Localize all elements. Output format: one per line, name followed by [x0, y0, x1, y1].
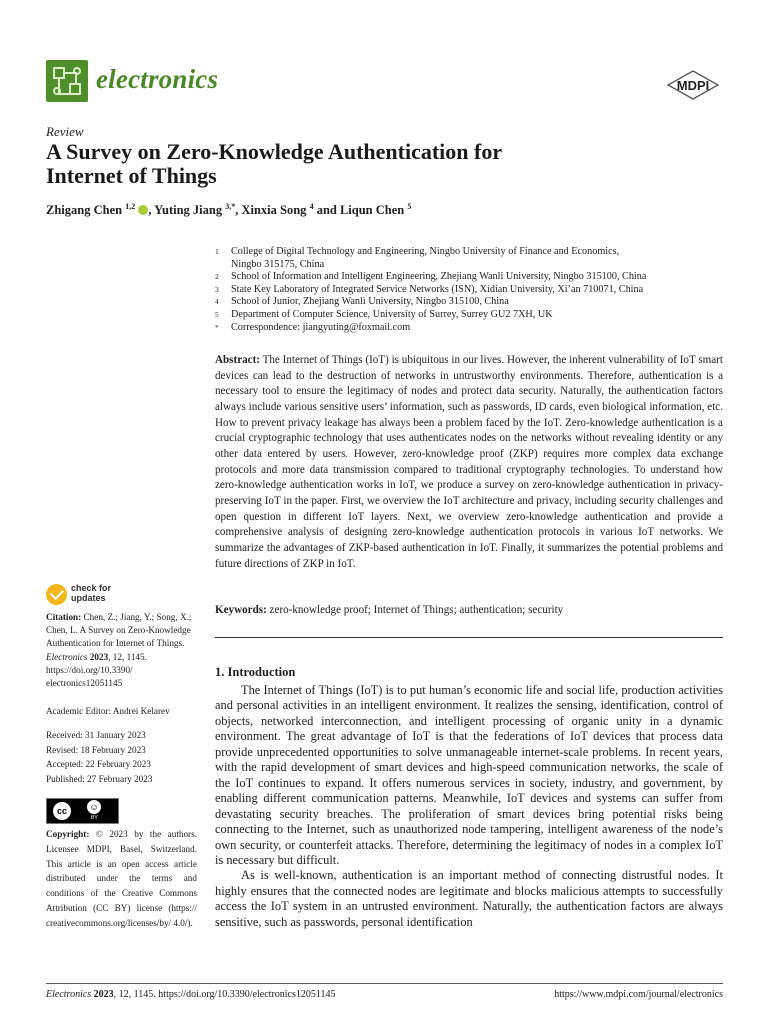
keywords-label: Keywords: — [215, 604, 267, 616]
introduction-body — [215, 683, 723, 930]
cc-by-license-icon[interactable] — [46, 798, 119, 824]
check-updates-label: updates — [71, 593, 106, 603]
author-name[interactable]: Liqun Chen — [339, 203, 405, 218]
check-icon — [46, 584, 67, 605]
date-revised: Revised: 18 February 2023 — [46, 744, 146, 755]
author-name[interactable]: Zhigang Chen — [46, 203, 123, 218]
affiliation: 2 School of Information and Intelligent Engineering, Zhejiang Wanli University, Ningbo 315100, China — [215, 271, 647, 283]
academic-editor: Academic Editor: Andrei Kelarev — [46, 706, 170, 716]
footer-doi[interactable]: , 12, 1145. https://doi.org/10.3390/electronics12051145 — [113, 989, 336, 1000]
author-affiliation-ref: 3,* — [225, 202, 236, 211]
section-heading: 1. Introduction — [215, 665, 296, 679]
citation-year: 2023 — [89, 651, 109, 662]
footer-journal-url[interactable]: https://www.mdpi.com/journal/electronics — [554, 989, 723, 1000]
citation-journal: Electronics — [46, 651, 88, 662]
copyright-text: © 2023 by the authors. Licensee MDPI, Basel, Switzerland. This article is an open access article distributed under the terms and conditions of the Creative Commons Attribution (CC BY) license (https:// creativecommons.org/licenses/by/ 4.0/). — [46, 829, 197, 928]
divider — [215, 637, 723, 638]
abstract — [215, 353, 723, 572]
copyright — [46, 827, 197, 931]
affiliations — [215, 246, 725, 334]
citation-text: Chen, Z.; Jiang, Y.; Song, X.; Chen, L. A Survey on Zero-Knowledge Authentication for Internet of Things. — [46, 612, 192, 649]
paragraph: As is well-known, authentication is an important method of connecting distrustful nodes. It highly ensures that the connected nodes are legitimate and blocks malicious attempts to successfully access the IoT system in an untrusted environment. Naturally, the authentication factors are always sensitive, such as passwords, personal identification — [215, 868, 723, 929]
journal-name: electronics — [96, 64, 219, 94]
cc-by-label: BY — [91, 815, 98, 821]
author-affiliation-ref: 1,2 — [125, 202, 136, 211]
author-name[interactable]: Yuting Jiang — [154, 203, 223, 218]
keywords — [215, 604, 723, 616]
journal-logo-icon — [46, 60, 88, 102]
person-icon: ☺ — [87, 800, 101, 814]
mdpi-logo — [666, 70, 720, 100]
cc-icon: cc — [53, 802, 71, 820]
citation-label: Citation: — [46, 612, 82, 622]
publication-dates — [46, 728, 152, 787]
article-type: Review — [46, 124, 84, 139]
citation — [46, 611, 202, 690]
affiliation: 3 State Key Laboratory of Integrated Service Networks (ISN), Xidian University, Xi’an 710071, China — [215, 283, 644, 295]
date-published: Published: 27 February 2023 — [46, 774, 153, 785]
footer-citation — [46, 989, 336, 1000]
page-title — [46, 140, 646, 188]
check-updates-label: check for — [71, 583, 112, 593]
check-for-updates-button[interactable] — [46, 583, 136, 607]
date-received: Received: 31 January 2023 — [46, 730, 146, 740]
author-affiliation-ref: 4 — [309, 202, 314, 211]
affiliation: 5 Department of Computer Science, University of Surrey, Surrey GU2 7XH, UK — [215, 308, 553, 320]
citation-doi[interactable]: , 12, 1145. https://doi.org/10.3390/ electronics12051145 — [46, 651, 147, 689]
orcid-icon[interactable] — [138, 205, 148, 215]
affiliation: 4 School of Junior, Zhejiang Wanli University, Ningbo 315100, China — [215, 296, 509, 308]
author-name[interactable]: Xinxia Song — [241, 203, 307, 218]
paragraph: The Internet of Things (IoT) is to put human’s economic life and social life, production activities and personal activities in an intelligent environment. It realizes the sensing, identification, control of objects, networked interconnection, and intelligent processing of organic unity in a dynamic environment. The great advantage of IoT is that the federations of IoT devices that process data provide unprecedented opportunities to solve unmanageable internet-scale problems. In recent years, with the rapid development of smart devices and high-speed communication networks, the scale of the IoT continues to expand. It offers numerous services in society, industry, and government, by enabling different communication patterns. Meanwhile, IoT devices and systems can suffer from devastating security breaches. The proliferation of smart devices bring potential risks being connecting to the Internet, such as unauthorized node tampering, intelligent awareness of the node’s own security, or counterfeit attacks. Therefore, determining the legitimacy of nodes in a complex IoT is necessary but difficult. — [215, 683, 723, 867]
affiliation: Ningbo 315175, China — [231, 258, 325, 270]
footer-year: 2023 — [93, 989, 114, 1000]
affiliation: 1 College of Digital Technology and Engineering, Ningbo University of Finance and Economics, — [215, 246, 620, 257]
abstract-text: The Internet of Things (IoT) is ubiquitous in our lives. However, the inherent vulnerability of IoT smart devices can lead to the destruction of networks in untrustworthy environments. Therefore, authentication is a necessary tool to ensure the legitimacy of nodes and protect data security. Naturally, the authentication factors always include various sensitive users’ information, such as passwords, ID cards, even biological information, etc. How to prevent privacy leakage has always been a problem faced by the IoT. Zero-knowledge authentication is a crucial cryptographic technology that uses authenticates nodes on the networks without revealing identity or any other data entered by users. However, zero-knowledge proof (ZKP) requires more complex data exchange protocols and more data transmission compared to traditional cryptography technologies. To understand how zero-knowledge authentication works in IoT, we produce a survey on zero-knowledge authentication in privacy-preserving IoT in the paper. First, we overview the IoT architecture and privacy, including security challenges and open question in different IoT layers. Next, we overview zero-knowledge authentication and provide a comprehensive analysis of designing zero-knowledge authentication protocols in various IoT networks. We summarize the advantages of ZKP-based authentication in IoT. Finally, it summarizes the potential problems and future directions of ZKP in IoT. — [215, 354, 723, 570]
author-list: Zhigang Chen $^{1,2}$ , Yuting Jiang $^{3,*}$, Xinxia Song $^4$ and Liqun Chen $^5$ — [46, 202, 412, 218]
footer-journal: Electronics — [46, 989, 92, 1000]
title-line: A Survey on Zero-Knowledge Authentication for — [46, 139, 503, 164]
abstract-label: Abstract: — [215, 354, 260, 366]
author-affiliation-ref: 5 — [407, 202, 412, 211]
mdpi-logo-text: MDPI — [676, 78, 710, 93]
copyright-label: Copyright: — [46, 829, 90, 839]
footer-divider — [46, 983, 723, 984]
title-line: Internet of Things — [46, 163, 217, 188]
keywords-text: zero-knowledge proof; Internet of Things; authentication; security — [269, 604, 564, 616]
correspondence: * Correspondence: jiangyuting@foxmail.com — [215, 321, 411, 333]
date-accepted: Accepted: 22 February 2023 — [46, 759, 151, 770]
